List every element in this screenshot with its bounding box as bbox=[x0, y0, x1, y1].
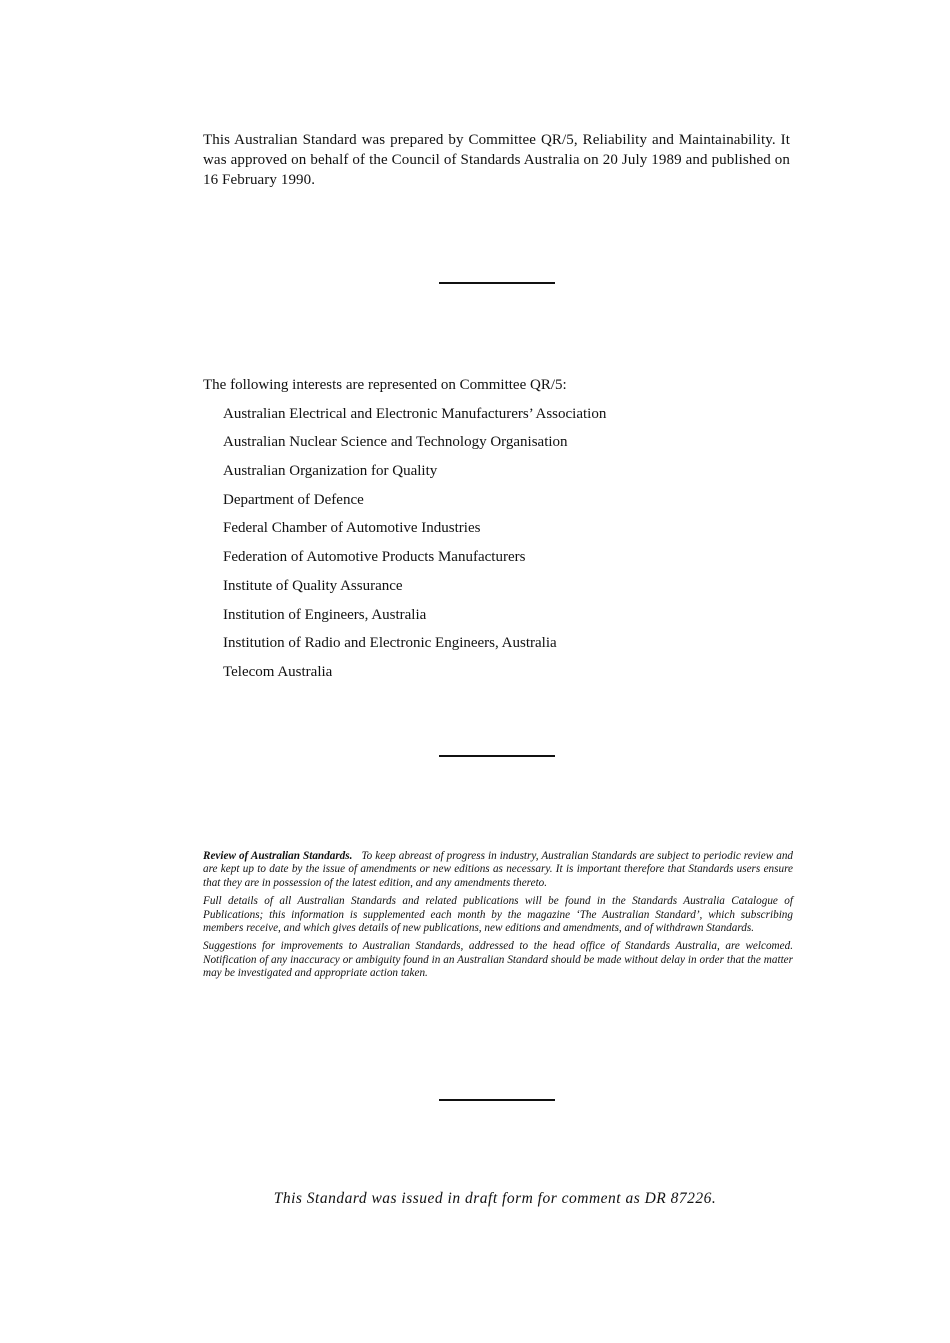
preparation-statement bbox=[203, 130, 790, 190]
list-item: Federation of Automotive Products Manufacturers bbox=[223, 549, 526, 566]
review-paragraph bbox=[203, 850, 793, 890]
catalogue-paragraph: Full details of all Australian Standards and related publications will be found in the Standards Australia Catalogue of Publications; this information is supplemented each month by the magazine ‘The Australian Standard’, which subscribing members receive, and which gives details of new publications, new editions and amendments, and of withdrawn Standards. bbox=[203, 895, 793, 935]
preparation-text: This Australian Standard was prepared by Committee QR/5, Reliability and Maintainability. It was approved on behalf of the Council of Standards Australia on 20 July 1989 and published on 16 February 1990. bbox=[203, 132, 790, 188]
list-item: Institution of Engineers, Australia bbox=[223, 606, 427, 623]
committee-intro: The following interests are represented on Committee QR/5: bbox=[203, 377, 567, 393]
list-item: Australian Electrical and Electronic Manufacturers’ Association bbox=[223, 405, 607, 422]
suggestions-paragraph: Suggestions for improvements to Australian Standards, addressed to the head office of Standards Australia, are welcomed. Notification of any inaccuracy or ambiguity found in an Australian Standard should be made without delay in order that the matter may be investigated and appropriate action taken. bbox=[203, 940, 793, 980]
review-heading: Review of Australian Standards. bbox=[203, 850, 353, 862]
section-divider bbox=[439, 1099, 555, 1101]
list-item: Institution of Radio and Electronic Engineers, Australia bbox=[223, 635, 557, 652]
list-item: Federal Chamber of Automotive Industries bbox=[223, 520, 481, 537]
section-divider bbox=[439, 755, 555, 757]
list-item: Telecom Australia bbox=[223, 663, 333, 680]
list-item: Australian Organization for Quality bbox=[223, 463, 438, 480]
draft-issue-note: This Standard was issued in draft form for comment as DR 87226. bbox=[273, 1190, 717, 1207]
section-divider bbox=[439, 282, 555, 284]
review-text: To keep abreast of progress in industry, Australian Standards are subject to periodic review and are kept up to date by the issue of amendments or new editions as necessary. It is important therefore that Standards users ensure that they are in possession of the latest edition, and any amendments thereto. bbox=[203, 850, 794, 889]
review-notice bbox=[203, 850, 793, 986]
list-item: Institute of Quality Assurance bbox=[223, 577, 403, 594]
committee-section bbox=[203, 375, 790, 682]
committee-member-list bbox=[203, 395, 790, 682]
list-item: Department of Defence bbox=[223, 491, 364, 508]
list-item: Australian Nuclear Science and Technology Organisation bbox=[223, 434, 568, 451]
